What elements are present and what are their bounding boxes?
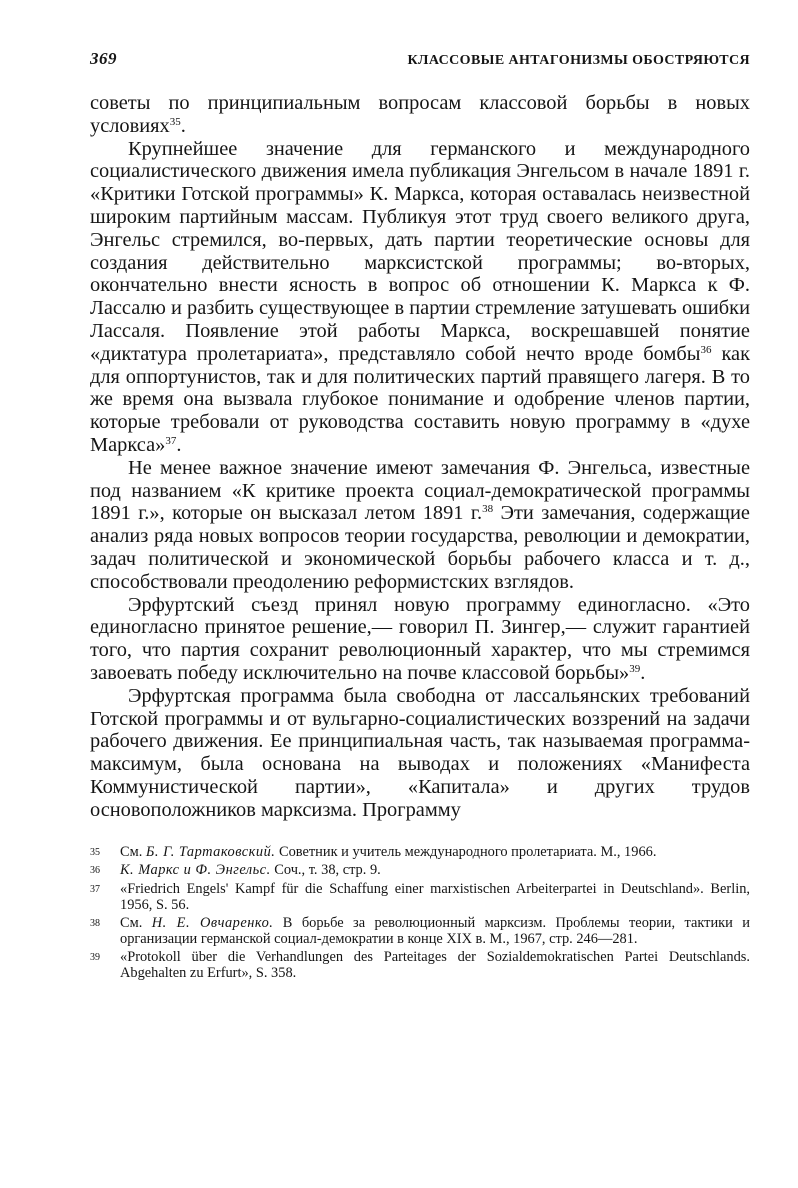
footnote-ref-39: 39 <box>629 662 641 675</box>
body-text <box>90 92 750 822</box>
footnote-36 <box>90 862 750 880</box>
page-number: 369 <box>90 49 117 68</box>
footnote-number: 39 <box>90 951 100 963</box>
footnote-text: См. Н. Е. Овчаренко. В борьбе за революционный марксизм. Проблемы теории, тактики и организации германской социал-демократии в конце XIX в. М., 1967, стр. 246—281. <box>120 914 750 947</box>
footnote-35 <box>90 844 750 862</box>
footnote-text: См. Б. Г. Тартаковский. Советник и учитель международного пролетариата. М., 1966. <box>120 843 657 860</box>
footnote-text: К. Маркс и Ф. Энгельс. Соч., т. 38, стр. 9. <box>120 862 381 878</box>
paragraph-5: Эрфуртская программа была свободна от лассальянских требований Готской программы и от вульгарно-социалистических воззрений на задачи рабочего движения. Ее принципиальная часть, так называемая программа-максимум, была основана на выводах и положениях «Манифеста Коммунистической партии», «Капитала» и других трудов основоположников марксизма. Программу <box>90 684 750 821</box>
footnote-text: «Friedrich Engels' Kampf für die Schaffung einer marxistischen Arbeiterpartei in Deutschland». Berlin, 1956, S. 56. <box>120 880 750 913</box>
book-page <box>90 48 750 983</box>
footnote-ref-35: 35 <box>169 115 181 128</box>
footnotes <box>90 844 750 982</box>
footnote-number: 36 <box>90 865 100 876</box>
footnote-number: 38 <box>90 917 100 929</box>
footnote-ref-37: 37 <box>165 434 177 447</box>
footnote-number: 35 <box>90 846 100 858</box>
footnote-number: 37 <box>90 883 100 895</box>
footnote-37 <box>90 881 750 914</box>
paragraph-4: Эрфуртский съезд принял новую программу единогласно. «Это единогласно принятое решение,— говорил П. Зингер,— служит гарантией того, что партия сохранит революционный характер, что мы стремимся завоевать победу исключительно на почве классовой борьбы»$^{39}$. <box>90 593 750 684</box>
paragraph-2: Крупнейшее значение для германского и международного социалистического движения имела публикация Энгельсом в начале 1891 г. «Критики Готской программы» К. Маркса, которая оставалась неизвестной широким партийным массам. Публикуя этот труд своего великого друга, Энгельс стремился, во-первых, дать партии теоретические основы для создания действительно марксистской программы; во-вторых, окончательно внести ясность в вопрос об отношении К. Маркса к Ф. Лассалю и разбить существующее в партии стремление затушевать ошибки Лассаля. Появление этой работы Маркса, воскрешавшей понятие «диктатура пролетариата», представляло собой нечто вроде бомбы$^{36}$ как для оппортунистов, так и для политических партий правящего лагеря. В то же время она вызвала глубокое понимание и одобрение членов партии, которые требовали от руководства составить новую программу в «духе Маркса»$^{37}$. <box>90 137 751 456</box>
footnote-text: «Protokoll über die Verhandlungen des Parteitages der Sozialdemokratischen Partei Deutschlands. Abgehalten zu Erfurt», S. 358. <box>120 948 750 981</box>
footnote-author: К. Маркс и Ф. Энгельс. <box>120 862 271 878</box>
footnote-author: Н. Е. Овчаренко. <box>151 914 274 931</box>
page-header <box>90 48 750 72</box>
footnote-ref-36: 36 <box>700 343 712 356</box>
footnote-38 <box>90 915 750 948</box>
footnote-39 <box>90 949 750 982</box>
running-title: КЛАССОВЫЕ АНТАГОНИЗМЫ ОБОСТРЯЮТСЯ <box>407 53 750 68</box>
paragraph-3: Не менее важное значение имеют замечания Ф. Энгельса, известные под названием «К критике проекта социал-демократической программы 1891 г.», которые он высказал летом 1891 г.$^{38}$ Эти замечания, содержащие анализ ряда новых вопросов теории государства, революции и демократии, задач политической и экономической борьбы рабочего класса и т. д., способствовали преодолению реформистских взглядов. <box>90 456 750 593</box>
footnote-author: Б. Г. Тартаковский. <box>145 843 276 860</box>
paragraph-1: советы по принципиальным вопросам классовой борьбы в новых условиях$^{35}$. <box>90 92 750 137</box>
footnote-ref-38: 38 <box>482 503 494 516</box>
